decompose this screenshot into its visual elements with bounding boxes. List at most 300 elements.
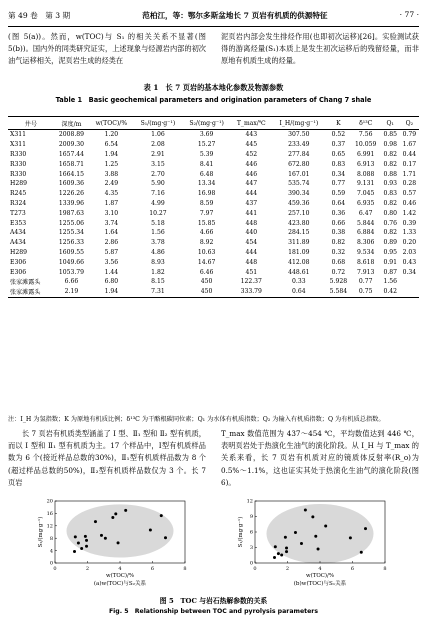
table-cell: 0.38 bbox=[331, 229, 346, 237]
table-cell: E306 bbox=[10, 258, 27, 266]
table-cell: 8.92 bbox=[199, 239, 214, 247]
data-point bbox=[280, 553, 283, 556]
table-cell: R330 bbox=[10, 160, 27, 168]
table-cell: 0.32 bbox=[331, 248, 346, 256]
table-cell: 8.306 bbox=[356, 239, 375, 247]
table-header-cell: S₁/(mg·g⁻¹) bbox=[134, 117, 183, 130]
x-tick-label: 0 bbox=[53, 566, 57, 572]
table-cell: 3.78 bbox=[151, 239, 165, 247]
table-cell: 0.28 bbox=[402, 180, 417, 188]
table-cell: 3.15 bbox=[151, 160, 165, 168]
y-tick-label: 20 bbox=[46, 498, 53, 505]
panel-caption: (b)w(TOC)与S₁关系 bbox=[293, 581, 347, 587]
table-header-cell: Q₁ bbox=[381, 117, 400, 130]
table-cell: 8.59 bbox=[199, 199, 214, 207]
table-cell bbox=[400, 287, 419, 297]
table-cell: 0.77 bbox=[331, 180, 346, 188]
table-cell: 1.06 bbox=[151, 131, 165, 139]
y-axis-label: S₂/(mg·g⁻¹) bbox=[38, 516, 44, 548]
y-tick-label: 0 bbox=[249, 560, 253, 567]
data-point bbox=[149, 529, 152, 532]
table-cell: 448.61 bbox=[288, 268, 310, 276]
data-point bbox=[317, 548, 320, 551]
table-row bbox=[8, 159, 419, 169]
table-cell: 446 bbox=[245, 170, 258, 178]
table-cell: 1609.55 bbox=[58, 248, 85, 256]
table-cell: 423.80 bbox=[288, 219, 310, 227]
table-cell: 0.87 bbox=[383, 268, 398, 276]
table-row bbox=[8, 150, 419, 160]
table-cell: 0.88 bbox=[383, 170, 398, 178]
table-cell: 3.56 bbox=[104, 258, 119, 266]
data-point bbox=[114, 512, 117, 515]
table-cell: 2.19 bbox=[54, 287, 89, 297]
table-header-cell: K bbox=[326, 117, 351, 130]
table-cell bbox=[400, 277, 419, 287]
table-cell: 10.27 bbox=[149, 209, 167, 217]
table-row bbox=[8, 208, 419, 218]
table-cell: 311.89 bbox=[288, 239, 310, 247]
table-cell: 1.94 bbox=[89, 287, 133, 297]
table-cell: 448 bbox=[245, 219, 258, 227]
table-cell: 448 bbox=[245, 258, 258, 266]
table-cell: 1255.06 bbox=[58, 219, 85, 227]
section-block bbox=[8, 617, 206, 629]
table-cell: 1.94 bbox=[104, 150, 119, 158]
table-cell: 0.76 bbox=[383, 219, 398, 227]
table-cell: 0.52 bbox=[331, 131, 346, 139]
x-tick-label: 8 bbox=[183, 566, 187, 572]
data-point bbox=[164, 536, 167, 539]
y-tick-label: 9 bbox=[249, 514, 253, 521]
table-row bbox=[8, 287, 419, 297]
table-cell: 1255.34 bbox=[58, 229, 85, 237]
table-cell: 1.67 bbox=[402, 141, 417, 149]
table-cell: 1226.26 bbox=[58, 190, 85, 198]
table-cell: 0.64 bbox=[272, 287, 327, 297]
table-cell: R330 bbox=[10, 170, 27, 178]
table-cell: 6.935 bbox=[356, 199, 375, 207]
table-cell: R245 bbox=[10, 190, 27, 198]
x-tick-label: 6 bbox=[150, 566, 155, 572]
panel-caption: (a)w(TOC)与S₂关系 bbox=[93, 581, 147, 587]
table-cell: 2008.89 bbox=[58, 131, 85, 139]
table-row bbox=[8, 277, 419, 287]
table-row bbox=[8, 179, 419, 189]
table-row bbox=[8, 169, 419, 179]
table-cell: 0.37 bbox=[331, 141, 346, 149]
table-cell: 1.20 bbox=[104, 131, 119, 139]
table-cell: 1657.44 bbox=[58, 150, 85, 158]
running-header bbox=[8, 10, 419, 24]
table-cell: 6.47 bbox=[358, 209, 373, 217]
data-point bbox=[80, 547, 83, 550]
table-cell: 0.57 bbox=[402, 190, 417, 198]
table-cell: 0.59 bbox=[331, 190, 346, 198]
data-point bbox=[273, 556, 276, 559]
table-row bbox=[8, 199, 419, 209]
data-point bbox=[124, 509, 127, 512]
table-cell: H289 bbox=[10, 248, 27, 256]
table-note: 注：I_H 为氢指数；K 为原地有机质比例；δ¹³C 为干酪根碳同位素；Q₁ 为水体有机质指数；Q₂ 为输入有机质指数；Q 为有机质总指数。 bbox=[8, 416, 385, 423]
table-cell: 5.90 bbox=[151, 180, 165, 188]
paragraph-text: T_max 数值范围为 437～454 ℃，平均数值达到 446 ℃，表明页岩处于热演化生油气的演化阶段。从 I_H 与 T_max 的关系来看，长 7 页岩有机质对应的镜质体反射率(R_o)为 0.5%～1.1%，这也证实其处于热演化生油气的演化阶段(图 6)。 bbox=[221, 429, 419, 487]
table-cell: 446 bbox=[245, 160, 258, 168]
data-point bbox=[77, 541, 80, 544]
y-tick-label: 4 bbox=[49, 548, 53, 555]
table-row bbox=[8, 267, 419, 277]
table-cell: 6.991 bbox=[356, 150, 375, 158]
table-header-cell: T_max/℃ bbox=[231, 117, 272, 130]
table-cell: 0.65 bbox=[331, 150, 346, 158]
data-point bbox=[277, 552, 280, 555]
table-cell: 1339.96 bbox=[58, 199, 85, 207]
table-cell: 440 bbox=[245, 229, 258, 237]
table-cell: 284.15 bbox=[288, 229, 310, 237]
table-cell: X311 bbox=[10, 131, 26, 139]
table-cell: 7.97 bbox=[199, 209, 214, 217]
y-tick-label: 16 bbox=[46, 511, 53, 518]
data-point bbox=[314, 535, 317, 538]
table-cell: 0.79 bbox=[402, 131, 417, 139]
table-cell: 15.27 bbox=[197, 141, 216, 149]
table-cell: X311 bbox=[10, 141, 26, 149]
table-cell: 6.48 bbox=[199, 170, 214, 178]
table-row bbox=[8, 189, 419, 199]
table-header-cell: 井号 bbox=[8, 117, 54, 130]
table-cell: 452 bbox=[245, 150, 258, 158]
table-cell: 437 bbox=[245, 199, 258, 207]
y-axis-label: S₁/(mg·g⁻¹) bbox=[238, 516, 244, 548]
table-cell: 459.36 bbox=[288, 199, 310, 207]
middle-right-paragraph bbox=[221, 428, 419, 489]
table-cell: 0.33 bbox=[292, 278, 306, 286]
table-cell: 2.70 bbox=[151, 170, 165, 178]
table-cell: 8.41 bbox=[199, 160, 214, 168]
table-cell: 0.83 bbox=[383, 190, 398, 198]
table-cell: 0.93 bbox=[383, 180, 398, 188]
table-row bbox=[8, 130, 419, 140]
table-cell: 2.49 bbox=[104, 180, 119, 188]
table-cell: 447 bbox=[245, 180, 258, 188]
data-point bbox=[117, 541, 120, 544]
figure-caption-en: Fig. 5 Relationship between TOC and pyrolysis parameters bbox=[108, 608, 319, 615]
data-point bbox=[284, 536, 287, 539]
table-cell: 6.913 bbox=[356, 160, 375, 168]
table-title-en: Table 1 Basic geochemical parameters and origination parameters of Chang 7 shale bbox=[55, 96, 372, 104]
table-cell: A434 bbox=[10, 229, 27, 237]
table-cell: 167.01 bbox=[288, 170, 310, 178]
table-cell: 412.08 bbox=[288, 258, 310, 266]
table-cell: 0.77 bbox=[358, 278, 373, 286]
table-cell: 0.34 bbox=[331, 170, 346, 178]
table-cell: 4.66 bbox=[199, 229, 214, 237]
table-cell: 181.09 bbox=[288, 248, 310, 256]
paragraph-text: 长 7 页岩有机质类型涵盖了 Ⅰ 型、Ⅱ₁ 型和 Ⅱ₂ 型有机质，而以 Ⅰ 型和 Ⅱ₁ 型有机质为主。17 个样品中，Ⅰ型有机质样品数为 6 个(接近样品总数的30%)，Ⅱ₁型有机质样品数为 8 个(超过样品总数的50%)，Ⅱ₂型有机质样品数仅为 3 个。长 7 页岩 bbox=[8, 429, 206, 487]
table-cell: 6.46 bbox=[199, 268, 214, 276]
table-cell: 672.80 bbox=[288, 160, 310, 168]
table-cell: 1053.79 bbox=[58, 268, 85, 276]
table-cell: 0.95 bbox=[383, 248, 398, 256]
x-tick-label: 8 bbox=[383, 566, 387, 572]
table-cell: 4.86 bbox=[151, 248, 165, 256]
table-cell: 0.80 bbox=[383, 209, 398, 217]
table-cell: 2.08 bbox=[151, 141, 165, 149]
header-rule bbox=[8, 26, 419, 27]
table-cell: 13.34 bbox=[197, 180, 216, 188]
table-cell: R330 bbox=[10, 150, 27, 158]
table-cell: 1658.71 bbox=[58, 160, 85, 168]
table-cell: 0.82 bbox=[383, 160, 398, 168]
table-row bbox=[8, 228, 419, 238]
table-header-cell: δ¹³C bbox=[351, 117, 381, 130]
top-left-paragraph bbox=[8, 31, 206, 68]
y-tick-label: 12 bbox=[246, 498, 253, 505]
table-cell: 6.54 bbox=[104, 141, 119, 149]
table-cell: 0.75 bbox=[351, 287, 381, 297]
table-cell: 1609.36 bbox=[58, 180, 85, 188]
paragraph-text: (图 5(a))。然而，w(TOC)与 S₁ 的相关关系不显著(图 5(b))。国内外的同类研究证实，上述现象与烃源岩内部的初次油气运移相关，泥页岩生成的烃类在 bbox=[8, 32, 206, 66]
header-volume: 第 49 卷 第 3 期 bbox=[8, 11, 71, 20]
table-cell: 0.34 bbox=[402, 268, 417, 276]
table-cell: 0.82 bbox=[383, 199, 398, 207]
table-cell: 233.49 bbox=[288, 141, 310, 149]
data-point bbox=[324, 525, 327, 528]
table-cell: A434 bbox=[10, 239, 27, 247]
table-header-cell: S₂/(mg·g⁻¹) bbox=[182, 117, 231, 130]
table-cell: 1.82 bbox=[151, 268, 165, 276]
table-cell: 1.56 bbox=[151, 229, 165, 237]
table-cell: 0.42 bbox=[381, 287, 400, 297]
table-cell: 7.913 bbox=[356, 268, 375, 276]
table-cell: 333.79 bbox=[231, 287, 272, 297]
table-row bbox=[8, 140, 419, 150]
table-cell: 1.64 bbox=[104, 229, 119, 237]
table-cell: 2.91 bbox=[151, 150, 165, 158]
table-cell: 14.67 bbox=[197, 258, 216, 266]
table-cell: 5.87 bbox=[104, 248, 119, 256]
table-cell: 0.43 bbox=[402, 258, 417, 266]
x-tick-label: 2 bbox=[285, 566, 290, 572]
table-cell: 5.844 bbox=[356, 219, 375, 227]
table-cell: 6.884 bbox=[356, 229, 375, 237]
table-row bbox=[8, 218, 419, 228]
header-page-number: · 77 · bbox=[399, 10, 419, 19]
table-cell: 307.50 bbox=[288, 131, 310, 139]
table-cell: 3.10 bbox=[104, 209, 119, 217]
table-cell: 6.66 bbox=[64, 278, 79, 286]
table-cell: 0.91 bbox=[383, 258, 398, 266]
table-cell: 257.10 bbox=[288, 209, 310, 217]
data-point bbox=[73, 550, 76, 553]
table-cell: 445 bbox=[245, 141, 258, 149]
x-tick-label: 4 bbox=[118, 566, 122, 572]
table-cell: 2.03 bbox=[402, 248, 417, 256]
data-point bbox=[364, 527, 367, 530]
table-cell: 3.88 bbox=[104, 170, 119, 178]
table-cell: 16.98 bbox=[197, 190, 216, 198]
table-cell: 1.56 bbox=[383, 278, 398, 286]
table-cell: 444 bbox=[245, 248, 258, 256]
table-row bbox=[8, 248, 419, 258]
table-cell: 450 bbox=[200, 278, 213, 286]
table-cell: 0.39 bbox=[402, 219, 417, 227]
table-row bbox=[8, 238, 419, 248]
data-point bbox=[311, 515, 314, 518]
data-point bbox=[349, 536, 352, 539]
table-cell: 0.64 bbox=[331, 199, 346, 207]
table-cell: 0.44 bbox=[402, 150, 417, 158]
table-cell: 0.83 bbox=[331, 160, 346, 168]
table-row bbox=[8, 257, 419, 267]
geochemical-table bbox=[8, 116, 419, 298]
x-tick-label: 6 bbox=[350, 566, 355, 572]
table-cell: 3.69 bbox=[199, 131, 214, 139]
table-cell: 4.99 bbox=[151, 199, 165, 207]
table-cell: 0.36 bbox=[331, 209, 346, 217]
table-cell: 8.93 bbox=[151, 258, 165, 266]
data-point bbox=[285, 546, 288, 549]
table-cell: 2009.30 bbox=[58, 141, 85, 149]
table-cell: 15.85 bbox=[197, 219, 216, 227]
x-tick-label: 2 bbox=[85, 566, 90, 572]
table-header-cell: Q₂ bbox=[400, 117, 419, 130]
table-header-cell: 深度/m bbox=[54, 117, 89, 130]
table-cell: 6.80 bbox=[104, 278, 119, 286]
table-header-row bbox=[8, 117, 419, 130]
table-cell: 1.87 bbox=[104, 199, 119, 207]
header-title: 范柏江，等：鄂尔多斯盆地长 7 页岩有机质的供源特征 bbox=[142, 11, 328, 20]
y-tick-label: 6 bbox=[249, 529, 253, 536]
data-point bbox=[274, 545, 277, 548]
table-cell: 1.25 bbox=[104, 160, 119, 168]
table-cell: 1987.63 bbox=[58, 209, 85, 217]
data-point bbox=[85, 539, 88, 542]
table-cell: E306 bbox=[10, 268, 27, 276]
table-cell: 444 bbox=[245, 190, 258, 198]
table-header-cell: I_H/(mg·g⁻¹) bbox=[272, 117, 327, 130]
table-cell: 0.66 bbox=[331, 219, 346, 227]
table-cell: 5.18 bbox=[151, 219, 165, 227]
bottom-right-paragraph bbox=[221, 617, 419, 629]
table-cell: 9.534 bbox=[356, 248, 375, 256]
table-cell: 7.56 bbox=[358, 131, 373, 139]
data-point bbox=[74, 535, 77, 538]
table-cell: 1.33 bbox=[402, 229, 417, 237]
y-tick-label: 3 bbox=[249, 545, 253, 552]
figure-caption: 图 5 TOC 与岩石热解参数的关系 bbox=[159, 597, 268, 605]
paragraph-text: 泥页岩内部会发生排烃作用(也即初次运移)[26]。实验测试获得的游离烃量(S₁)本质上是发生初次运移后的残留烃量，而非原地有机质生成的烃量。 bbox=[221, 32, 419, 66]
table-cell: 0.98 bbox=[383, 141, 398, 149]
table-cell: 张家滩露头 bbox=[10, 279, 41, 287]
x-axis-label: w(TOC)/% bbox=[306, 573, 334, 579]
table-title: 表 1 长 7 页岩的基本地化参数及物源参数 bbox=[143, 83, 284, 92]
table-cell: 0.85 bbox=[383, 131, 398, 139]
table-cell: 454 bbox=[245, 239, 258, 247]
table-cell: 7.16 bbox=[151, 190, 165, 198]
table-body bbox=[8, 130, 419, 298]
table-cell: 390.34 bbox=[288, 190, 310, 198]
table-cell: 0.82 bbox=[383, 229, 398, 237]
table-cell: 5.584 bbox=[326, 287, 351, 297]
data-point bbox=[160, 514, 163, 517]
table-cell: E353 bbox=[10, 219, 27, 227]
table-cell: 122.37 bbox=[240, 278, 262, 286]
x-tick-label: 4 bbox=[318, 566, 322, 572]
table-cell: 10.059 bbox=[355, 141, 377, 149]
table-cell: 535.74 bbox=[288, 180, 310, 188]
data-point bbox=[84, 535, 87, 538]
table-cell: 0.46 bbox=[402, 199, 417, 207]
data-point bbox=[104, 537, 107, 540]
table-cell: 0.72 bbox=[331, 268, 346, 276]
table-cell: 1.44 bbox=[104, 268, 119, 276]
table-cell: 0.17 bbox=[402, 160, 417, 168]
table-cell: 0.82 bbox=[383, 150, 398, 158]
table-cell: 1.71 bbox=[402, 170, 417, 178]
x-axis-label: w(TOC)/% bbox=[106, 573, 134, 579]
table-cell: 3.74 bbox=[104, 219, 119, 227]
table-cell: 8.618 bbox=[356, 258, 375, 266]
data-point bbox=[111, 516, 114, 519]
data-point bbox=[285, 550, 288, 553]
table-cell: H289 bbox=[10, 180, 27, 188]
table-cell: 2.86 bbox=[104, 239, 119, 247]
table-cell: 8.088 bbox=[356, 170, 375, 178]
top-right-paragraph bbox=[221, 31, 419, 68]
table-cell: R324 bbox=[10, 199, 27, 207]
data-point bbox=[294, 531, 297, 534]
middle-left-paragraph bbox=[8, 428, 206, 489]
table-cell: 1.42 bbox=[402, 209, 417, 217]
y-tick-label: 12 bbox=[46, 523, 53, 530]
table-cell: 277.84 bbox=[288, 150, 310, 158]
table-cell: 10.63 bbox=[197, 248, 216, 256]
table-cell: 441 bbox=[245, 209, 258, 217]
table-cell: 450 bbox=[182, 287, 231, 297]
data-point bbox=[85, 545, 88, 548]
table-cell: 443 bbox=[245, 131, 258, 139]
x-tick-label: 0 bbox=[253, 566, 257, 572]
table-header-cell: w(TOC)/% bbox=[89, 117, 133, 130]
data-point bbox=[100, 534, 103, 537]
table-cell: T273 bbox=[10, 209, 26, 217]
data-point bbox=[300, 542, 303, 545]
table-cell: 7.31 bbox=[134, 287, 183, 297]
data-point bbox=[94, 520, 97, 523]
y-tick-label: 8 bbox=[49, 535, 53, 542]
table-cell: 7.045 bbox=[356, 190, 375, 198]
data-point bbox=[360, 551, 363, 554]
table-cell: 0.89 bbox=[383, 239, 398, 247]
data-point bbox=[304, 508, 307, 511]
table-cell: 0.20 bbox=[402, 239, 417, 247]
table-cell: 8.15 bbox=[151, 278, 165, 286]
table-cell: 1664.15 bbox=[58, 170, 85, 178]
table-cell: 0.68 bbox=[331, 258, 346, 266]
table-cell: 4.35 bbox=[104, 190, 119, 198]
table-cell: 1049.66 bbox=[58, 258, 85, 266]
table-cell: 451 bbox=[245, 268, 258, 276]
table-cell: 0.82 bbox=[331, 239, 346, 247]
table-cell: 5.928 bbox=[329, 278, 348, 286]
figure-5-scatter-plots bbox=[0, 491, 427, 621]
table-cell: 9.131 bbox=[356, 180, 375, 188]
table-cell: 张家滩露头 bbox=[8, 287, 54, 297]
table-cell: 5.39 bbox=[199, 150, 214, 158]
y-tick-label: 0 bbox=[49, 560, 53, 567]
table-cell: 1256.33 bbox=[58, 239, 85, 247]
